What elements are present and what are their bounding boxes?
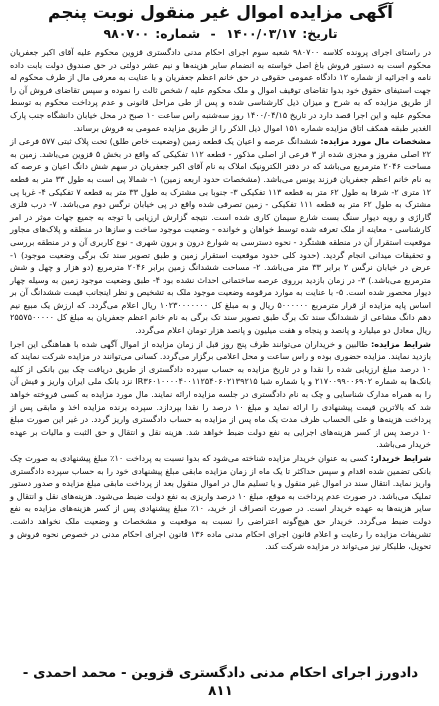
conditions-paragraph — [10, 338, 431, 451]
conditions-label: شرایط مزایده: — [370, 338, 431, 349]
specs-text: ششدانگ عرصه و اعیان یک قطعه زمین (وضعیت خاص طلق) تحت پلاک ثبتی ۵۷۷ فرعی از ۲۲ اصلی مفروز و مجزی شده از ۳ فرعی از اصلی مذکور - قطعه ۱۱۲ تفکیکی که واقع در بخش ۵ قزوین می‌باشد. زمین به مساحت ۲۰۴۶ مترمربع می‌باشد که در دفتر الکترونیک املاک به نام آقای اکبر جعفریان در سهم شش دانگ اعیان و عرصه که به نام خانم اعظم جعفریان فرزند یونس می‌باشد. (مشخصات حدود اربعه زمین) ۱- شمالا پی است به طول ۳۳ متر به قطعه ۱۲ متری ۲- شرقا به طول ۶۲ متر به قطعه ۱۱۳ تفکیکی ۳- جنوبا بی مشترک به طول ۳۳ متر به قطعه ۷ تفکیکی ۴- غربا پی مشترک به طول ۶۲ متر به قطعه ۱۱۱ تفکیکی - زمین تصرفی شده واقع در پی خیابان نرگس دوم می‌باشد. ۷- درب فلزی گاراژی و رویه دیوار سنگ بست شارع سیمان کاری شده است. نتیجه گزارش ارزیابی با توجه به جمیع جهات موثر در امر کارشناسی - معاینه از ملک تعرفه شده توسط خواهان و خوانده - وضعیت موجود ساخت و سازها در منطقه و پلاک‌های مجاور موقعیت استقرار آن در منطقه هشتگرد - نحوه دسترسی به شوارع درون و برون شهری - نوع کاربری آن و در منطقه بررسی و تحقیقات میدانی انجام گردید. (حدود کلی حدود موقعیت استقرار زمین و طبق تصویر سند تک برگی وضعیت موجود) ۱- عرض در خیابان نرگس ۲ برابر ۳۳ متر می‌باشد. ۲- مساحت ششدانگ زمین برابر ۲۰۴۶ مترمربع (دو هزار و چهل و شش مترمربع می‌باشد.) ۳- در زمان بازدید برروی عرصه ساختمانی احداث نشده بود ۴- طبق وضعیت موجود زمین به وسیله چهار دیوار محصور شده است. ۵- با عنایت به موارد مرقومه وضعیت موجود ملک به تشخیص و نظر اینجانب قیمت ششدانگ آن بر اساس پایه مزایده از قرار مترمربع ۵۰۰۰۰۰۰ ریال و به مبلغ کل ۱۰۲۳۰۰۰۰۰۰۰ ریال اعلام می‌گردد. که ارزش یک مبیع نیم دهم دانگ مشاعی از ششدانگ سند تک برگ طبق تصویر سند تک برگی به نام خانم اعظم جعفریان به مبلغ کل ۲۵۵۷۵۰۰۰۰۰ ریال معادل دو میلیارد و پانصد و پنجاه و هفت میلیون و پانصد هزار تومان اعلام می‌گردد. — [10, 136, 432, 336]
date-label: تاریخ: — [302, 26, 338, 41]
specs-label: مشخصات مال مورد مزایده: — [320, 136, 432, 147]
intro-paragraph: در راستای اجرای پرونده کلاسه ۹۸۰۷۰۰ شعبه سوم اجرای احکام مدنی دادگستری قزوین محکوم علیه آقای اکبر جعفریان محکوم است به دستور فروش باغ اصل خواسته به انضمام سایر هزینه‌ها و نیم عشر دولتی در حق صندوق دولت بابت داده نامه و اجرائیه از شماره ۱۲ دادگاه عمومی حقوقی در حق خانم اعظم جعفریان و با عنایت به معرفی مال از طرف محکوم له جهت استیفای حقوق خود بدوا تقاضای توقیف اموال و ملک محکوم علیه / شخص ثالث را نموده و سپس تقاضای فروش آن را از طریق مزایده که به شرح و میزان ذیل کارشناسی شده و پس از طی مراحل قانونی و عدم پرداخت محکوم به توسط محکوم علیه و این اجرا قصد دارد در تاریخ ۱۴۰۰/۰۴/۱۵ روز سه‌شنبه راس ساعت ۱۰ صبح در محل خیابان دانشگاه جنب پارک الغدیر طبقه همکف اتاق مزایده شماره ۱۵۱ اموال ذیل الذکر را از طریق مزایده عمومی به فروش برساند. — [10, 47, 431, 133]
buyer-text: کسی به عنوان خریدار مزایده شناخته می‌شود که بدوا نسبت به پرداخت ۱۰٪ مبلغ پیشنهادی به صورت چک بانکی تضمین شده اقدام و سپس حداکثر تا یک ماه از زمان مزایده مابقی مبلغ پیشنهادی خود را به حساب سپرده دادگستری واریز نماید. انتقال سند در اموال غیر منقول و یا تسلیم مال در اموال منقول بعد از پرداخت مابقی مبلغ مزایده و صدور دستور تملیک می‌باشد. در صورت عدم پرداخت به موقع، مبلغ ۱۰ درصد واریزی به نفع دولت ضبط می‌شود. هزینه‌های نقل و انتقال و سایر هزینه‌ها به عهده خریدار است. در صورت انصراف از خرید، ۱۰٪ مبلغ پیشنهادی پس از کسر هزینه‌های مزایده به نفع دولت ضبط می‌گردد. خریدار حق هیچ‌گونه اعتراضی را نسبت به موقعیت و مشخصات و وضعیت ملک نخواهد داشت. تشریفات مزایده را رعایت و اعلام قانون اجرای احکام مدنی ماده ۱۳۶ قانون اجرای احکام مدنی در خصوص نحوه فروش و تحویل، طلبکار نیز می‌تواند در مزایده شرکت کند. — [10, 453, 432, 552]
separator: - — [210, 26, 216, 41]
number-label: شماره: — [155, 26, 201, 41]
date-value: ۱۴۰۰/۰۳/۱۷ — [226, 26, 297, 41]
notice-title: آگهی مزایده اموال غیر منقول نوبت پنجم — [48, 3, 393, 23]
conditions-text: طالبین و خریداران می‌توانند ظرف پنج روز قبل از زمان مزایده از اموال آگهی شده با هماهنگی این اجرا بازدید نمایند. مزایده حضوری بوده و راس ساعت و محل اعلامی برگزار می‌گردد. کسانی می‌توانند در مزایده شرکت نمایند که ۱۰ درصد مبلغ ارزیابی شده را نقدا و در تاریخ مزایده به حساب سپرده دادگستری از طریق دریافت چک بین بانکی از کلیه بانک‌ها به شماره ۲۱۷۰۰۹۹۰۰۶۹۰۲ و یا شماره شبا IR۳۶۰۱۰۰۰۰۴۰۰۱۱۲۵۴۰۶۰۲۱۳۹۲۱۵ نزد بانک ملی ایران واریز و فیش آن را به همراه مدارک شناسایی و چک به نام دادگستری در جلسه مزایده ارائه نمایند. مال مورد مزایده به کسی فروخته خواهد شد که بالاترین قیمت پیشنهادی را ارائه نماید و مبلغ ۱۰ درصد را نقدا بپردازد. سپرده برنده مزایده اخذ و مابقی پس از پرداخت هزینه‌ها و علی الحساب ظرف مدت یک ماه پس از مزایده به حساب دادگستری واریز گردد. در غیر این صورت مبلغ ۱۰ درصد پس از کسر هزینه‌های اجرایی به نفع دولت ضبط خواهد شد. هزینه نقل و انتقال و حق الثبت و مالیات بر عهده خریدار می‌باشد. — [10, 338, 432, 450]
buyer-paragraph — [10, 452, 431, 553]
signature-line: دادورز اجرای احکام مدنی دادگستری قزوین - محمد احمدی - ۸۱۱ — [22, 665, 419, 699]
notice-subtitle — [10, 25, 431, 43]
number-value: ۹۸۰۷۰۰ — [103, 26, 150, 41]
specs-paragraph — [10, 135, 431, 337]
buyer-label: شرایط خریدار: — [370, 453, 431, 463]
